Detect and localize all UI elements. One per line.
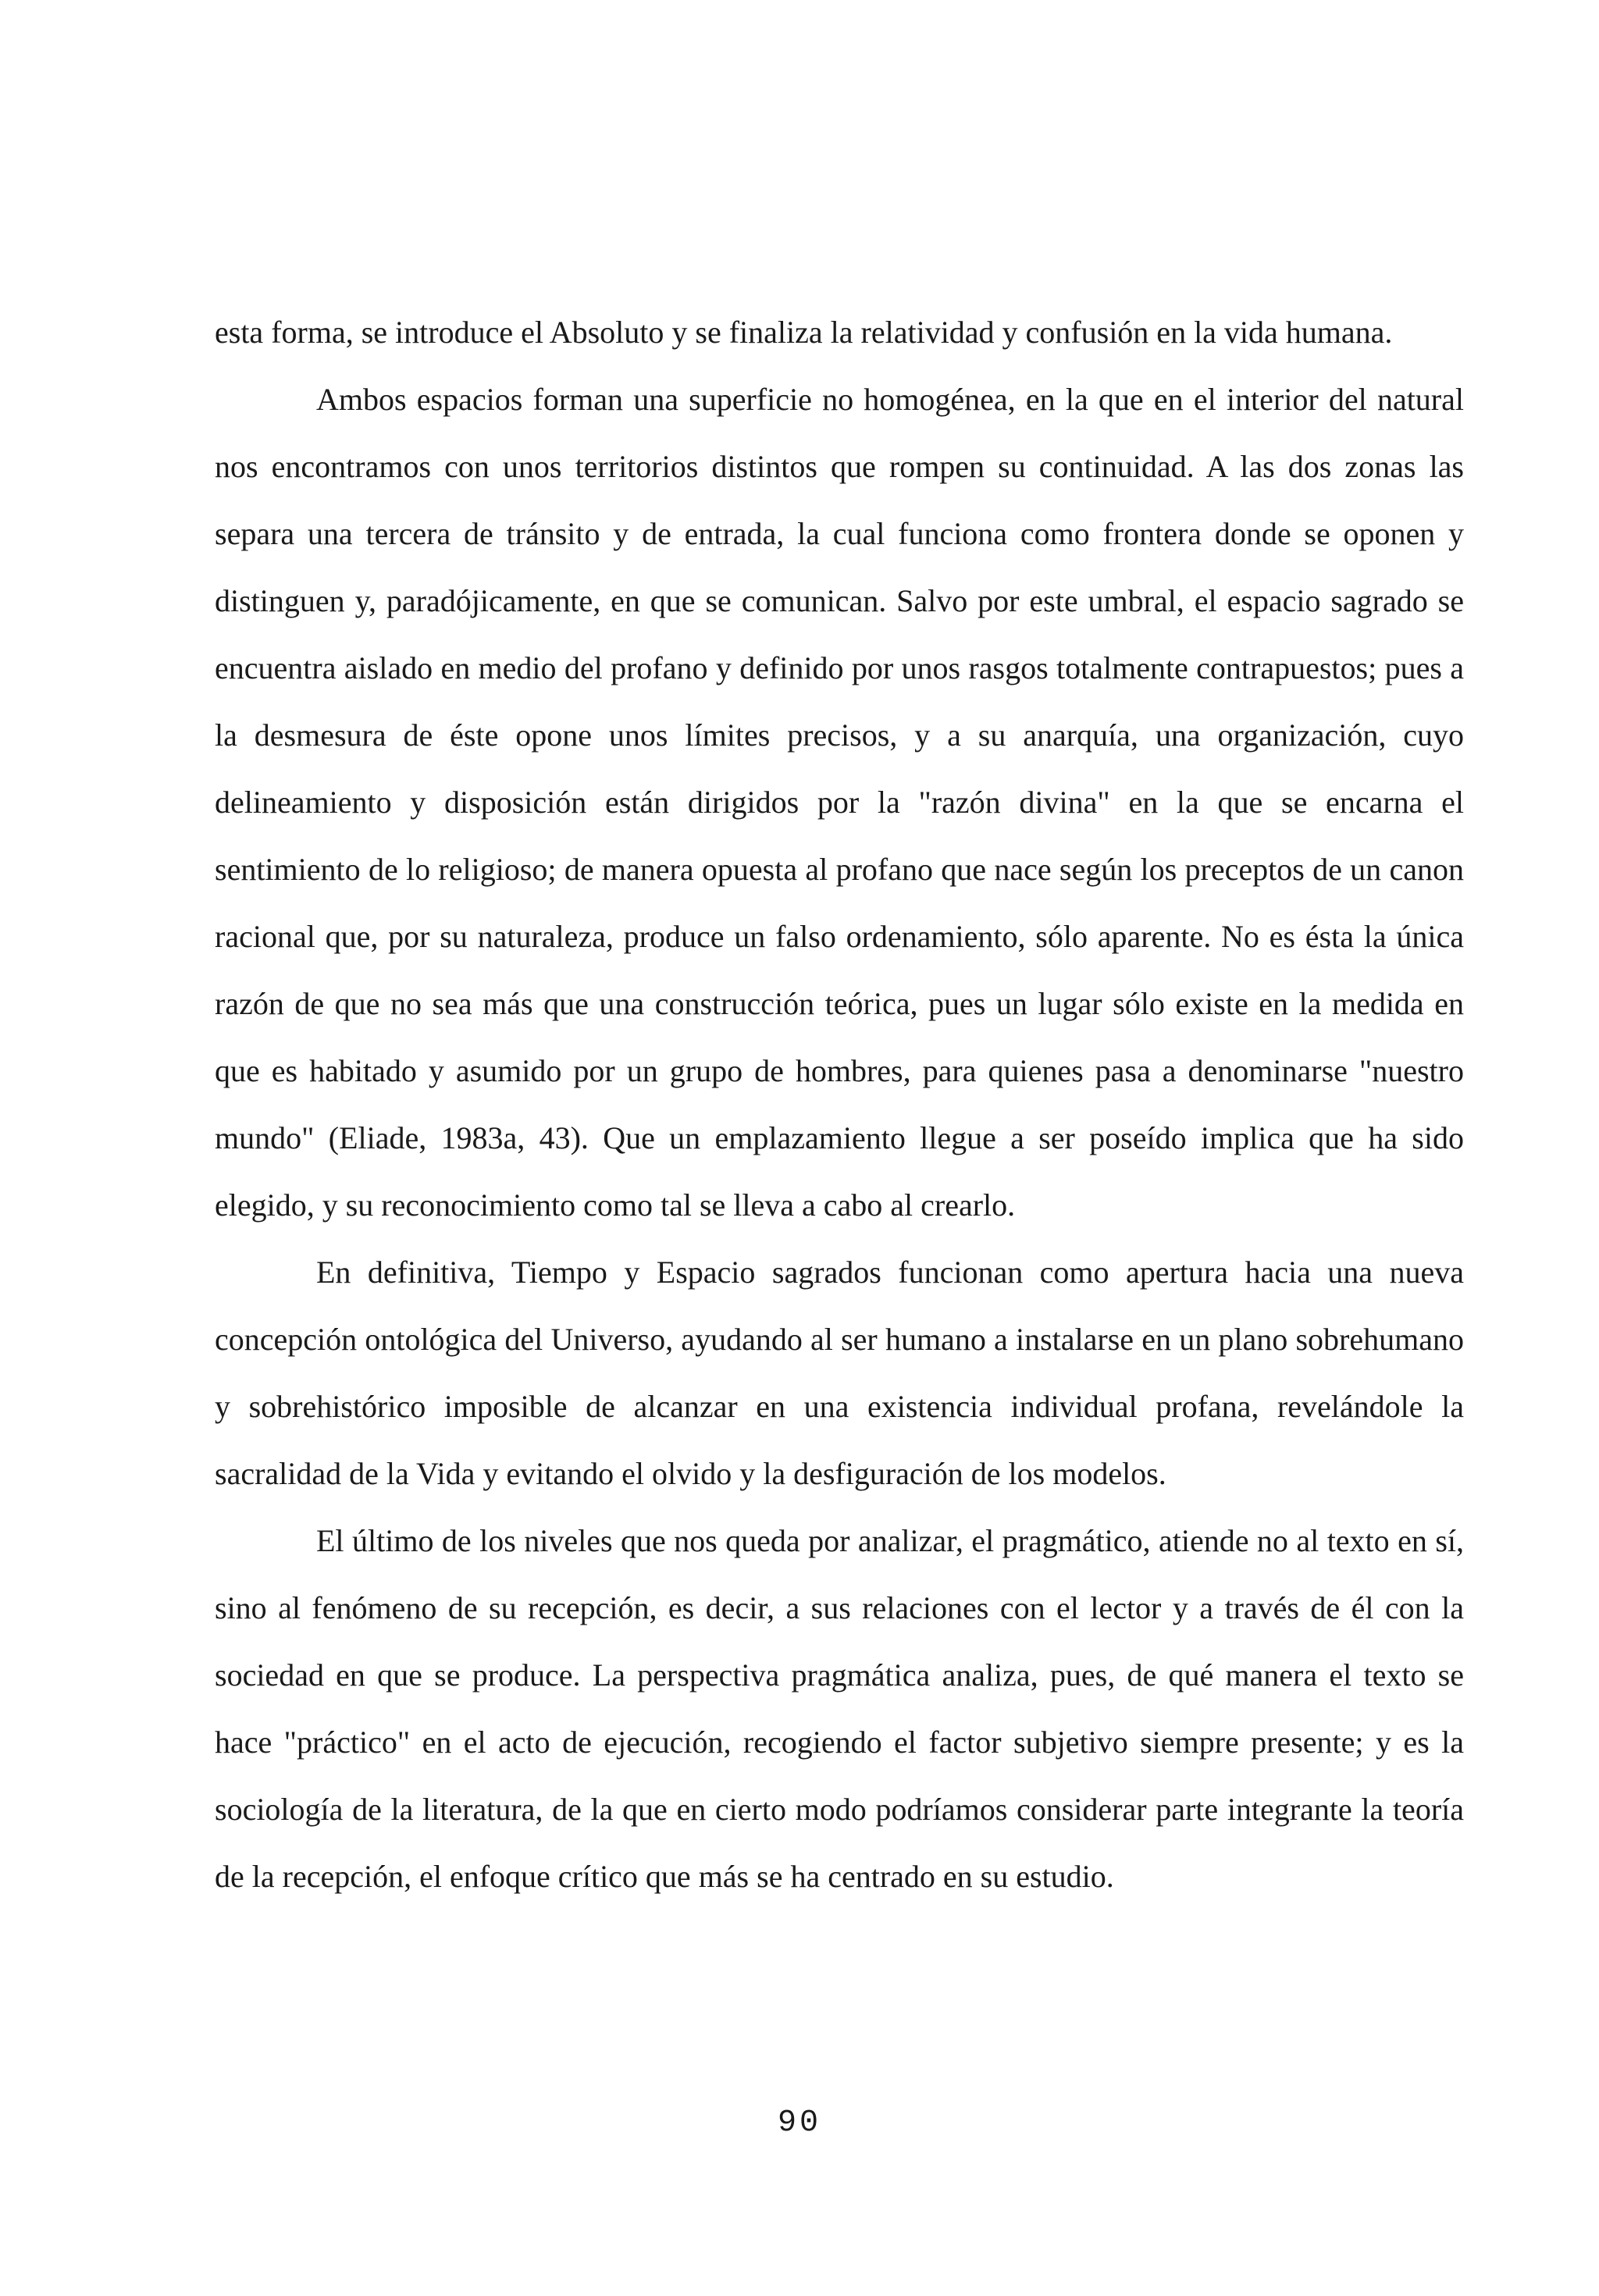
- page-number: 90: [777, 2106, 821, 2141]
- paragraph-conclusion: En definitiva, Tiempo y Espacio sagrados funcionan como apertura hacia una nueva concepción ontológica del Universo, ayudando al ser humano a instalarse en un plano sobrehumano y sobrehistórico imposible de alcanzar en una existencia individual profana, revelándole la sacralidad de la Vida y evitando el olvido y la desfiguración de los modelos.: [215, 1255, 1464, 1491]
- body-text: [215, 299, 1464, 1910]
- paragraph-continuation: esta forma, se introduce el Absoluto y se finaliza la relatividad y confusión en la vida humana.: [215, 315, 1393, 350]
- paragraph-sacred-space: Ambos espacios forman una superficie no homogénea, en la que en el interior del natural nos encontramos con unos territorios distintos que rompen su continuidad. A las dos zonas las separa una tercera de tránsito y de entrada, la cual funciona como frontera donde se oponen y distinguen y, paradójicamente, en que se comunican. Salvo por este umbral, el espacio sagrado se encuentra aislado en medio del profano y definido por unos rasgos totalmente contrapuestos; pues a la desmesura de éste opone unos límites precisos, y a su anarquía, una organización, cuyo delineamiento y disposición están dirigidos por la "razón divina" en la que se encarna el sentimiento de lo religioso; de manera opuesta al profano que nace según los preceptos de un canon racional que, por su naturaleza, produce un falso ordenamiento, sólo aparente. No es ésta la única razón de que no sea más que una construcción teórica, pues un lugar sólo existe en la medida en que es habitado y asumido por un grupo de hombres, para quienes pasa a denominarse "nuestro mundo" (Eliade, 1983a, 43). Que un emplazamiento llegue a ser poseído implica que ha sido elegido, y su reconocimiento como tal se lleva a cabo al crearlo.: [215, 382, 1464, 1223]
- paragraph-pragmatic-level: El último de los niveles que nos queda por analizar, el pragmático, atiende no al texto en sí, sino al fenómeno de su recepción, es decir, a sus relaciones con el lector y a través de él con la sociedad en que se produce. La perspectiva pragmática analiza, pues, de qué manera el texto se hace "práctico" en el acto de ejecución, recogiendo el factor subjetivo siempre presente; y es la sociología de la literatura, de la que en cierto modo podríamos considerar parte integrante la teoría de la recepción, el enfoque crítico que más se ha centrado en su estudio.: [215, 1523, 1464, 1894]
